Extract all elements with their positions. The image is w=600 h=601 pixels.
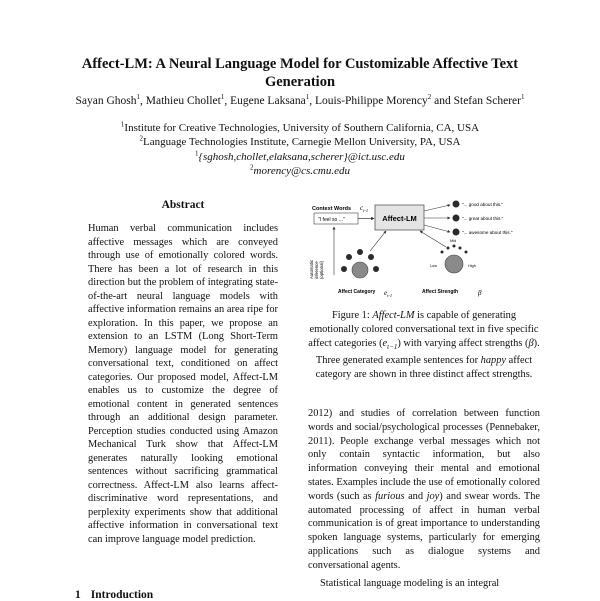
smiley-icon	[453, 201, 460, 208]
output-arrow-3	[424, 225, 450, 232]
abstract-body	[88, 222, 278, 546]
paper-title: Affect-LM: A Neural Language Model for Customizable Affective Text Generation	[81, 56, 519, 90]
body-text: 2012) and studies of correlation between function words and social/psychological processes (Pennebaker, 2011). People exchange verbal messages which not only contain syntactic information, but also information conveying their mental and emotional states. Examples include the use of emotionally colored words (such as	[308, 408, 540, 502]
affect-category-label: Affect Category	[338, 289, 376, 295]
category-arrow	[370, 231, 386, 251]
affiliation-2	[40, 135, 560, 149]
caption-part: affect category are shown in three distinct affect strengths.	[315, 355, 533, 381]
body-paragraph: Statistical language modeling is an integral	[320, 577, 500, 589]
section-number: 1	[75, 589, 81, 601]
caption-prefix: Figure 1:	[331, 310, 373, 321]
body-text: and	[404, 490, 427, 502]
figure-1-diagram	[308, 197, 540, 301]
author-name: Mathieu Chollet	[145, 95, 221, 107]
author-and: and	[431, 95, 454, 107]
author-name: Louis-Philippe Morency	[315, 95, 428, 107]
output-sentence-1: "... good about this."	[462, 202, 504, 207]
strength-knob	[445, 255, 463, 273]
caption-part: ). Three generated example sentences for	[315, 337, 540, 367]
figure-caption	[308, 309, 540, 382]
e-symbol: $e_{t-1}$	[384, 289, 393, 298]
body-italic: joy	[426, 490, 440, 502]
affiliation-text: Institute for Creative Technologies, University of Southern California, CA, USA	[124, 122, 480, 134]
email-1	[40, 150, 560, 164]
c-symbol: $c_{t-1}$	[360, 204, 369, 213]
caption-sym: $e_{t-1}$	[382, 337, 398, 351]
side-label-2: inference	[314, 261, 319, 279]
strength-dot	[447, 247, 450, 250]
author-mark: 2	[427, 93, 432, 102]
section-title: Introduction	[90, 589, 154, 601]
body-italic: furious	[375, 490, 405, 502]
affiliation-text: Language Technologies Institute, Carnegie Mellon University, PA, USA	[143, 136, 461, 148]
affiliation-mark: 1	[120, 120, 125, 129]
strength-dot	[459, 247, 462, 250]
category-dot	[346, 254, 352, 260]
author-mark: 1	[220, 93, 225, 102]
email-mark: 2	[250, 163, 254, 172]
category-dot	[373, 266, 379, 272]
category-dot	[368, 254, 374, 260]
author-list	[40, 95, 560, 107]
abstract-text: Human verbal communication includes affective messages which are conveyed through use of emotionally colored words. There has been a lot of research in this direction but the problem of integrating state-of-the-art neural language models with affective information remains an area ripe for exploration. In this paper, we propose an extension to an LSTM (Long Short-Term Memory) language model for generating conversational text, conditioned on affect categories. Our proposed model, Affect-LM enables us to customize the degree of emotional content in generated sentences through an additional design parameter. Perception studies conducted using Amazon Mechanical Turk show that Affect-LM generates naturally looking emotional sentences without sacrificing grammatical correctness. Affect-LM also learns affect-discriminative word representations, and perplexity experiments show that additional affective information in conversational text can improve language model prediction.	[88, 223, 278, 545]
output-arrow-1	[424, 205, 450, 211]
smiley-icon	[453, 215, 460, 222]
affiliation-1	[40, 121, 560, 135]
mid-label: Mid	[450, 239, 457, 243]
beta-symbol: β	[478, 289, 482, 297]
abstract-heading: Abstract	[161, 199, 205, 211]
author-mark: 1	[305, 93, 310, 102]
strength-dot	[441, 251, 444, 254]
output-sentence-3: "... awesome about this."	[462, 230, 513, 235]
author-sep: ,	[140, 95, 146, 107]
strength-dot	[453, 245, 456, 248]
author-mark: 1	[136, 93, 141, 102]
email-mark: 1	[195, 149, 199, 158]
smiley-icon	[453, 229, 460, 236]
section-heading	[75, 589, 163, 601]
caption-happy: happy	[480, 355, 507, 367]
email-text: morency@cs.cmu.edu	[253, 165, 350, 177]
automatic-inference-label	[309, 259, 324, 279]
author-mark: 1	[520, 93, 525, 102]
email-2	[40, 164, 560, 178]
high-label: High	[468, 264, 476, 268]
author-sep: ,	[309, 95, 315, 107]
strength-dot	[465, 251, 468, 254]
author-name: Eugene Laksana	[230, 95, 306, 107]
caption-model: Affect-LM	[372, 310, 415, 321]
output-sentence-2: "... great about this."	[462, 216, 504, 221]
affect-category-selector	[341, 249, 379, 278]
side-label-1: Automatic	[309, 259, 314, 279]
category-knob	[352, 262, 368, 278]
context-words-label: Context Words	[312, 206, 352, 212]
affect-strength-knob	[441, 245, 468, 274]
category-dot	[357, 249, 363, 255]
affiliation-mark: 2	[139, 134, 143, 143]
low-label: Low	[430, 264, 437, 268]
body-paragraph	[308, 407, 540, 573]
body-text: ) and swear words. The automated processing of affect in human verbal communication is of great importance to understanding spoken language systems, particularly for emerging applications such as dialogue systems and conversational agents.	[308, 490, 541, 571]
side-label-3: (optional)	[319, 261, 324, 279]
context-input-text: "I feel so ..."	[318, 217, 345, 223]
author-name: Sayan Ghosh	[75, 95, 137, 107]
author-name: Stefan Scherer	[453, 95, 521, 107]
strength-arrow	[420, 231, 446, 247]
caption-part: ) with varying affect strengths (	[397, 337, 529, 349]
caption-part: is capable of generating emotionally colored conversational text in five specific affect categories (	[308, 310, 539, 349]
caption-beta: β	[528, 337, 534, 349]
category-dot	[341, 266, 347, 272]
intro-body-right	[308, 407, 540, 590]
email-text: {sghosh,chollet,elaksana,scherer}@ict.usc.edu	[198, 151, 405, 163]
caption-text	[308, 309, 540, 382]
author-sep: ,	[224, 95, 231, 107]
affect-lm-label: Affect-LM	[382, 214, 417, 223]
affect-strength-label: Affect Strength	[422, 289, 459, 295]
